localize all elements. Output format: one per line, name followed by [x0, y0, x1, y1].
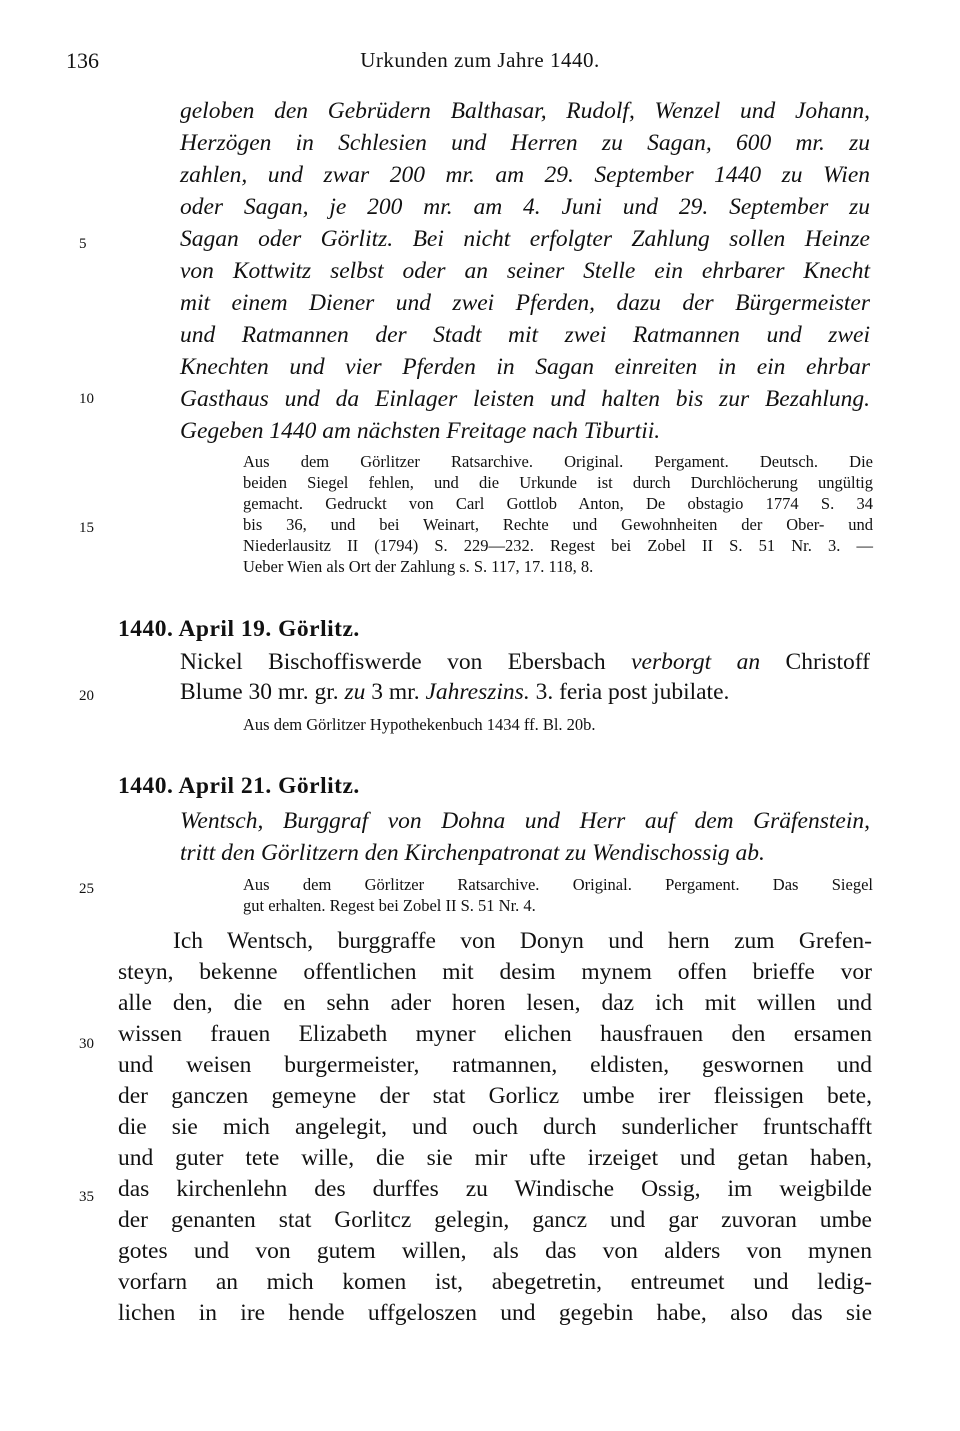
text-line: wissen frauen Elizabeth myner elichen hausfrauen den ersamen: [118, 1021, 872, 1047]
source-note-line: bis 36, und bei Weinart, Rechte und Gewohnheiten der Ober- und: [243, 515, 873, 534]
text-line: gotes und von gutem willen, als das von alders von mynen: [118, 1238, 872, 1264]
regest-text-italic: verborgt an: [631, 649, 761, 675]
line-number: 35: [79, 1189, 94, 1205]
text-line: der genanten stat Gorlitcz gelegin, gancz und gar zuvoran umbe: [118, 1207, 872, 1233]
regest-line: und Ratmannen der Stadt mit zwei Ratmannen und zwei: [180, 322, 870, 348]
text-line: und weisen burgermeister, ratmannen, eldisten, geswornen und: [118, 1052, 872, 1078]
source-note-line: gemacht. Gedruckt von Carl Gottlob Anton, De obstagio 1774 S. 34: [243, 494, 873, 513]
regest-line: geloben den Gebrüdern Balthasar, Rudolf, Wenzel und Johann,: [180, 98, 870, 124]
regest-line: [180, 679, 729, 706]
entry-date-heading: 1440. April 21. Görlitz.: [118, 773, 360, 799]
regest-line: Knechten und vier Pferden in Sagan einreiten in ein ehrbar: [180, 354, 870, 380]
regest-text-italic: Jahreszins.: [425, 679, 530, 705]
line-number: 25: [79, 881, 94, 897]
regest-line: Gasthaus und da Einlager leisten und halten bis zur Bezahlung.: [180, 386, 870, 412]
regest-line: tritt den Görlitzern den Kirchenpatronat zu Wendischossig ab.: [180, 840, 765, 866]
line-number: 5: [79, 236, 87, 252]
text-line: das kirchenlehn des durffes zu Windische Ossig, im weigbilde: [118, 1176, 872, 1202]
regest-line: mit einem Diener und zwei Pferden, dazu der Bürgermeister: [180, 290, 870, 316]
regest-line: zahlen, und zwar 200 mr. am 29. September 1440 zu Wien: [180, 162, 870, 188]
text-line: vorfarn an mich komen ist, abegetretin, entreumet und ledig-: [118, 1269, 872, 1295]
source-note-line: Aus dem Görlitzer Hypothekenbuch 1434 ff. Bl. 20b.: [243, 715, 596, 734]
regest-line: Herzögen in Schlesien und Herren zu Sagan, 600 mr. zu: [180, 130, 870, 156]
regest-line: Sagan oder Görlitz. Bei nicht erfolgter Zahlung sollen Heinze: [180, 226, 870, 252]
entry-date-heading: 1440. April 19. Görlitz.: [118, 616, 360, 642]
text-line: steyn, bekenne offentlichen mit desim mynem offen brieffe vor: [118, 959, 872, 985]
source-note-line: Niederlausitz II (1794) S. 229—232. Regest bei Zobel II S. 51 Nr. 3. —: [243, 536, 873, 555]
text-line: und guter tete wille, die sie mir ufte irzeiget und getan haben,: [118, 1145, 872, 1171]
regest-line: Wentsch, Burggraf von Dohna und Herr auf dem Gräfenstein,: [180, 808, 870, 834]
regest-line: Gegeben 1440 am nächsten Freitage nach Tiburtii.: [180, 418, 661, 444]
source-note-line: gut erhalten. Regest bei Zobel II S. 51 Nr. 4.: [243, 896, 536, 915]
source-note-line: beiden Siegel fehlen, und die Urkunde ist durch Durchlöcherung ungültig: [243, 473, 873, 492]
running-title: Urkunden zum Jahre 1440.: [360, 48, 600, 72]
text-line: lichen in ire hende uffgeloszen und gegebin habe, also das sie: [118, 1300, 872, 1326]
line-number: 20: [79, 688, 94, 704]
regest-line: oder Sagan, je 200 mr. am 4. Juni und 29. September zu: [180, 194, 870, 220]
text-line: Ich Wentsch, burggraffe von Donyn und hern zum Grefen-: [173, 928, 872, 954]
text-line: die sie mich angelegit, und ouch durch sunderlicher fruntschafft: [118, 1114, 872, 1140]
text-line: alle den, die en sehn ader horen lesen, daz ich mit willen und: [118, 990, 872, 1016]
regest-text: 3. feria post jubilate.: [529, 679, 730, 705]
line-number: 10: [79, 391, 94, 407]
line-number: 15: [79, 520, 94, 536]
regest-text: Nickel Bischoffiswerde von Ebersbach: [180, 649, 632, 675]
line-number: 30: [79, 1036, 94, 1052]
regest-line: [180, 649, 870, 676]
text-line: der ganczen gemeyne der stat Gorlicz umbe irer fleissigen bete,: [118, 1083, 872, 1109]
page-number: 136: [66, 48, 99, 73]
regest-text-italic: zu: [344, 679, 366, 705]
source-note-line: Aus dem Görlitzer Ratsarchive. Original. Pergament. Deutsch. Die: [243, 452, 873, 471]
regest-line: von Kottwitz selbst oder an seiner Stelle ein ehrbarer Knecht: [180, 258, 870, 284]
source-note-line: Aus dem Görlitzer Ratsarchive. Original. Pergament. Das Siegel: [243, 875, 873, 894]
regest-text: 3 mr.: [365, 679, 426, 705]
regest-text: Blume 30 mr. gr.: [180, 679, 345, 705]
source-note-line: Ueber Wien als Ort der Zahlung s. S. 117, 17. 118, 8.: [243, 557, 594, 576]
regest-text: Christoff: [760, 649, 870, 675]
